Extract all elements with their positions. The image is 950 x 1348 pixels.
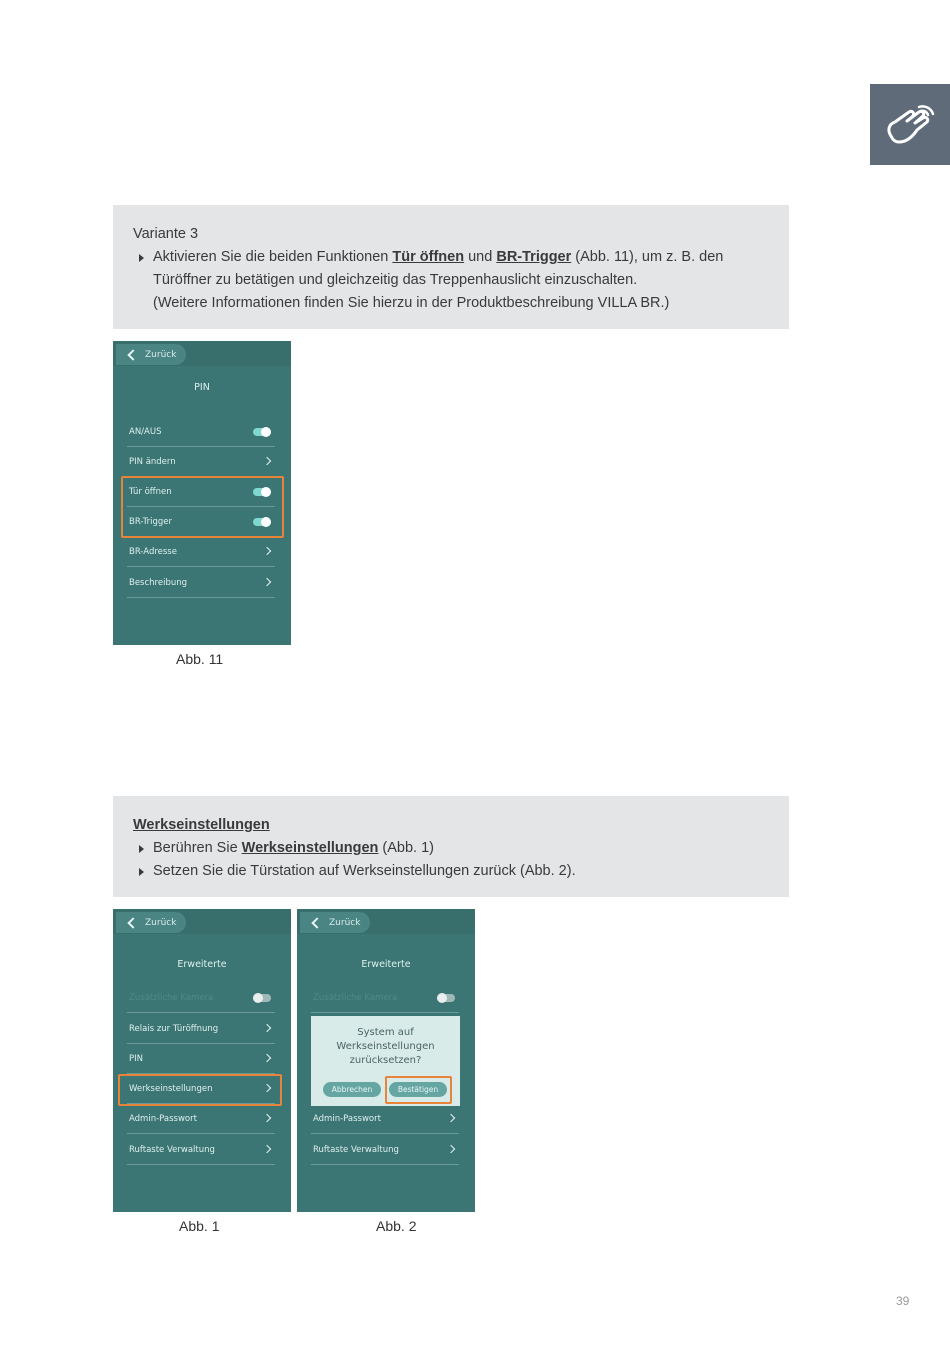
page-number: 39 — [896, 1294, 910, 1308]
settings-row-zusaetzliche-kamera[interactable] — [127, 983, 275, 1013]
settings-row-beschreibung[interactable] — [127, 568, 275, 598]
figure-caption: Abb. 11 — [176, 651, 224, 667]
row-label: Ruftaste Verwaltung — [129, 1144, 215, 1155]
section-heading: Werkseinstellungen — [133, 817, 270, 833]
toggle-switch[interactable] — [253, 428, 271, 436]
figure-caption: Abb. 2 — [376, 1218, 417, 1234]
back-button[interactable] — [116, 912, 186, 933]
back-label: Zurück — [145, 917, 177, 928]
settings-row-pin-aendern[interactable] — [127, 447, 275, 477]
highlight-frame — [385, 1076, 452, 1104]
row-label: Admin-Passwort — [313, 1113, 381, 1124]
settings-row-admin-passwort[interactable] — [311, 1104, 459, 1134]
back-button[interactable] — [300, 912, 370, 933]
settings-row-relais[interactable] — [127, 1014, 275, 1044]
back-label: Zurück — [145, 349, 177, 360]
figure-caption: Abb. 1 — [179, 1218, 220, 1234]
row-label: Beschreibung — [129, 577, 188, 588]
reset-dialog — [311, 1016, 460, 1106]
toggle-switch[interactable] — [253, 994, 271, 1002]
chevron-right-icon — [447, 1114, 455, 1122]
text: (Abb. 11), um z. B. den — [571, 249, 724, 265]
row-label: BR-Adresse — [129, 546, 177, 557]
back-button[interactable] — [116, 344, 186, 365]
settings-row-br-adresse[interactable] — [127, 537, 275, 567]
settings-row-ruftaste-verwaltung[interactable] — [127, 1135, 275, 1165]
link-werkseinstellungen[interactable]: Werkseinstellungen — [241, 840, 379, 856]
chevron-right-icon — [447, 1145, 455, 1153]
row-label: Werkseinstellungen — [129, 1083, 213, 1094]
section-heading: Variante 3 — [133, 226, 199, 242]
screen-title: Erweiterte — [361, 959, 411, 970]
bullet-item — [133, 837, 769, 860]
chevron-left-icon — [127, 917, 138, 928]
cancel-button[interactable]: Abbrechen — [323, 1082, 381, 1097]
touch-hand-icon — [883, 102, 937, 148]
dialog-message — [311, 1026, 460, 1068]
chevron-right-icon — [263, 1114, 271, 1122]
link-tuer-oeffnen[interactable]: Tür öffnen — [392, 249, 465, 265]
screen-title: PIN — [194, 382, 210, 393]
row-label: AN/AUS — [129, 426, 162, 437]
screenshot-reset-dialog — [297, 909, 475, 1212]
chevron-right-icon — [263, 1024, 271, 1032]
chevron-right-icon — [263, 1145, 271, 1153]
row-label: BR-Trigger — [129, 516, 172, 527]
row-label: Admin-Passwort — [129, 1113, 197, 1124]
chevron-right-icon — [263, 457, 271, 465]
dialog-line: System auf — [357, 1027, 414, 1038]
highlight-frame — [118, 1074, 282, 1106]
screenshot-erweiterte — [113, 909, 291, 1212]
row-label: Zusätzliche Kamera — [129, 992, 214, 1003]
settings-row-admin-passwort[interactable] — [127, 1104, 275, 1134]
screen-title: Erweiterte — [177, 959, 227, 970]
row-label: Zusätzliche Kamera — [313, 992, 398, 1003]
row-label: PIN — [129, 1053, 143, 1064]
info-box-werkseinstellungen — [113, 796, 789, 897]
back-label: Zurück — [329, 917, 361, 928]
chevron-right-icon — [263, 547, 271, 555]
highlight-frame — [121, 476, 284, 538]
row-label: Tür öffnen — [129, 486, 172, 497]
row-label: PIN ändern — [129, 456, 176, 467]
text: Aktivieren Sie die beiden Funktionen — [153, 249, 393, 265]
text: und — [464, 249, 497, 265]
dialog-line: Werkseinstellungen — [336, 1041, 435, 1052]
chevron-right-icon — [263, 578, 271, 586]
chevron-left-icon — [311, 917, 322, 928]
text: (Abb. 1) — [378, 840, 434, 856]
info-box-variante-3 — [113, 205, 789, 329]
bullet-item: Setzen Sie die Türstation auf Werkseinstellungen zurück (Abb. 2). — [133, 860, 769, 883]
bullet-continuation: Türöffner zu betätigen und gleichzeitig das Treppenhauslicht einzuschalten. — [153, 272, 638, 288]
text: Berühren Sie — [153, 840, 242, 856]
settings-row-zusaetzliche-kamera[interactable] — [311, 983, 459, 1013]
settings-row-ruftaste-verwaltung[interactable] — [311, 1135, 459, 1165]
settings-row-an-aus[interactable] — [127, 417, 275, 447]
chevron-left-icon — [127, 349, 138, 360]
link-br-trigger[interactable]: BR-Trigger — [496, 249, 572, 265]
settings-row-pin[interactable] — [127, 1044, 275, 1074]
bullet-continuation: (Weitere Informationen finden Sie hierzu in der Produktbeschreibung VILLA BR.) — [153, 295, 670, 311]
chapter-tab — [870, 84, 950, 165]
bullet-item — [133, 246, 769, 269]
screenshot-pin-settings — [113, 341, 291, 645]
row-label: Ruftaste Verwaltung — [313, 1144, 399, 1155]
row-label: Relais zur Türöffnung — [129, 1023, 219, 1034]
chevron-right-icon — [263, 1054, 271, 1062]
dialog-line: zurücksetzen? — [349, 1055, 422, 1066]
confirm-button[interactable]: Bestätigen — [389, 1082, 447, 1097]
toggle-switch[interactable] — [437, 994, 455, 1002]
